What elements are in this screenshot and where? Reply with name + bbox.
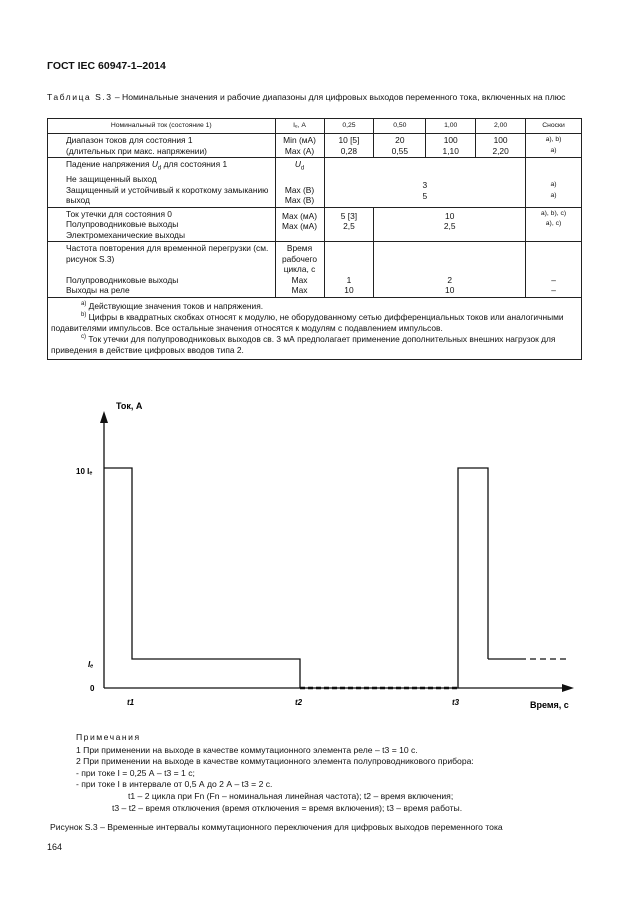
label-text: для состояния 1: [161, 159, 228, 169]
label-text: Падение напряжения: [66, 159, 152, 169]
table-header-row: [48, 119, 582, 134]
footnote-ref: a), c): [545, 220, 562, 228]
footnote-cell: [526, 207, 582, 242]
footnote-ref: a): [550, 191, 557, 199]
value: 100: [493, 135, 508, 145]
header-cell: Сноски: [526, 119, 582, 134]
header-cell: 0,25: [324, 119, 374, 134]
unit-line: Max (В): [284, 184, 315, 195]
note-line: t3 – t2 – время отключения (время отключения = время включения); t3 – время работы.: [112, 802, 463, 813]
value: 0,28: [340, 145, 358, 156]
page-number: 164: [47, 842, 63, 852]
unit-line: Max (мА): [281, 221, 318, 232]
row-label-line: Диапазон токов для состояния 1: [66, 135, 193, 145]
table-row-voltage-drop: [48, 158, 582, 208]
unit-line: Max (мА): [281, 210, 318, 221]
footnotes: [48, 297, 582, 359]
value: 0,55: [391, 145, 408, 156]
timing-diagram: [0, 395, 630, 715]
header-cell: 2,00: [476, 119, 526, 134]
unit-cell: [275, 134, 324, 158]
x-tick-t3: t3: [452, 698, 460, 707]
row-label: [48, 134, 276, 158]
row-label-line: Полупроводниковые выходы: [66, 274, 179, 285]
note-line: 2 При применении на выходе в качестве коммутационного элемента полупроводникового прибора:: [76, 756, 474, 767]
x-tick-t1: t1: [127, 698, 135, 707]
row-label: [48, 207, 276, 242]
footnote-ref: a), b), c): [540, 209, 567, 217]
value-cell: [324, 134, 374, 158]
unit-line: [279, 159, 321, 174]
footnote-c: [51, 334, 578, 356]
value-cell: [476, 134, 526, 158]
unit-line: Max: [291, 274, 308, 285]
ratings-table: [47, 118, 582, 360]
footnote-text: Ток утечки для полупроводниковых выходов св. 3 мА предполагает применение дополнительных внешних нагрузок для приведения в действие цифровых вводов типа 2.: [51, 333, 556, 355]
row-label-line: [66, 159, 272, 174]
header-cell: Номинальный ток (состояние 1): [48, 119, 276, 134]
unit-cell: [275, 158, 324, 208]
value: 10: [445, 210, 455, 221]
footnote-ref: a): [550, 181, 557, 188]
value: 3: [422, 180, 428, 190]
value: 20: [395, 135, 405, 145]
value-cell: [324, 207, 374, 242]
table-caption: [47, 92, 582, 103]
footnote-text: Цифры в квадратных скобках относят к модулю, не оборудованному сетью дифференциальных токов или аналогичными подавителями импульсов. Все остальные значения относятся к модулям с подавлением импульсов.: [51, 311, 564, 333]
unit-line: Время рабочего цикла, с: [281, 243, 318, 275]
figure-caption: Рисунок S.3 – Временные интервалы коммутационного переключения для цифровых выходов переменного тока: [50, 822, 503, 832]
value-cell: [324, 158, 526, 208]
row-label-line: Защищенный и устойчивый к короткому замыканию выход: [66, 184, 269, 206]
subscript: d: [157, 165, 162, 172]
row-label-line: Выходы на реле: [66, 285, 130, 296]
footnote-mark: b): [81, 311, 87, 318]
subscript: d: [300, 165, 305, 172]
table-row-current-range: [48, 134, 582, 158]
value: 2: [447, 274, 453, 285]
value: 1: [346, 274, 352, 285]
y-axis-arrow: [100, 411, 108, 423]
row-label-line: (длительных при макс. напряжении): [66, 145, 207, 156]
value: 10: [344, 285, 354, 296]
document-header: ГОСТ IEC 60947-1–2014: [47, 60, 166, 72]
footnote-ref: –: [551, 285, 556, 296]
value: 10 [5]: [338, 135, 360, 145]
x-axis-arrow: [562, 684, 574, 692]
row-label-line: Частота повторения для временной перегрузки (см. рисунок S.3): [66, 243, 269, 264]
footnote-cell: [526, 242, 582, 298]
table-row-repetition: [48, 242, 582, 298]
figure-notes: [76, 732, 596, 814]
note-line: 1 При применении на выходе в качестве коммутационного элемента реле – t3 = 10 с.: [76, 744, 418, 755]
value: 2,20: [492, 145, 509, 156]
second-pulse: [458, 468, 488, 688]
value: 2,5: [443, 221, 456, 232]
x-tick-t2: t2: [295, 698, 303, 707]
footnote-a: [51, 301, 578, 312]
footnote-text: Действующие значения токов и напряжения.: [88, 300, 264, 311]
note-line: - при токе I в интервале от 0,5 А до 2 А – t3 = 2 с.: [76, 779, 273, 790]
footnote-b: [51, 312, 578, 334]
row-label: [48, 158, 276, 208]
table-caption-label: Таблица S.3: [47, 92, 113, 102]
note-line: t1 – 2 цикла при Fn (Fn – номинальная линейная частота); t2 – время включения;: [128, 790, 454, 801]
header-cell: 0,50: [374, 119, 426, 134]
y-tick-high: 10 Iₑ: [76, 467, 93, 476]
footnote-cell: [526, 158, 582, 208]
value: 5 [3]: [340, 210, 358, 221]
row-label: [48, 242, 276, 298]
footnote-ref: a): [550, 146, 557, 154]
table-footnotes-row: [48, 297, 582, 359]
x-axis-label: Время, с: [530, 700, 569, 710]
notes-title: Примечания: [76, 732, 141, 742]
footnote-ref: a), b): [545, 136, 562, 143]
value-cell: [324, 242, 374, 298]
symbol: U: [151, 159, 158, 169]
row-label-line: Не защищенный выход: [66, 174, 157, 185]
value: 10: [445, 285, 455, 296]
table-caption-text: – Номинальные значения и рабочие диапазоны для цифровых выходов переменного тока, включенных на плюс: [112, 92, 566, 102]
value-cell: [426, 134, 476, 158]
footnote-cell: [526, 134, 582, 158]
value-cell: [374, 207, 526, 242]
value: 1,10: [442, 145, 459, 156]
symbol: U: [294, 159, 301, 169]
header-cell: Iₑ, А: [275, 119, 324, 134]
unit-line: Max: [291, 285, 308, 296]
footnote-mark: c): [81, 333, 86, 340]
unit-line: Max (А): [284, 145, 315, 156]
y-axis-label: Ток, А: [116, 401, 143, 411]
unit-cell: [275, 207, 324, 242]
unit-cell: [275, 242, 324, 298]
note-line: - при токе I = 0,25 А – t3 = 1 с;: [76, 767, 195, 778]
y-tick-low: Iₑ: [88, 660, 94, 669]
unit-line: Max (В): [284, 195, 315, 206]
table-row-leakage: [48, 207, 582, 242]
current-waveform: [104, 468, 300, 688]
value: 5: [422, 190, 428, 201]
value-cell: [374, 242, 526, 298]
footnote-ref: –: [551, 274, 556, 285]
value: 2,5: [343, 221, 355, 232]
row-label-line: Полупроводниковые выходы: [66, 219, 179, 230]
unit-line: Min (мА): [283, 135, 316, 145]
footnote-mark: a): [81, 300, 87, 307]
row-label-line: Ток утечки для состояния 0: [66, 208, 172, 219]
row-label-line: Электромеханические выходы: [66, 229, 185, 240]
value: 100: [443, 135, 458, 145]
y-tick-zero: 0: [90, 684, 95, 693]
header-cell: 1,00: [426, 119, 476, 134]
value-cell: [374, 134, 426, 158]
